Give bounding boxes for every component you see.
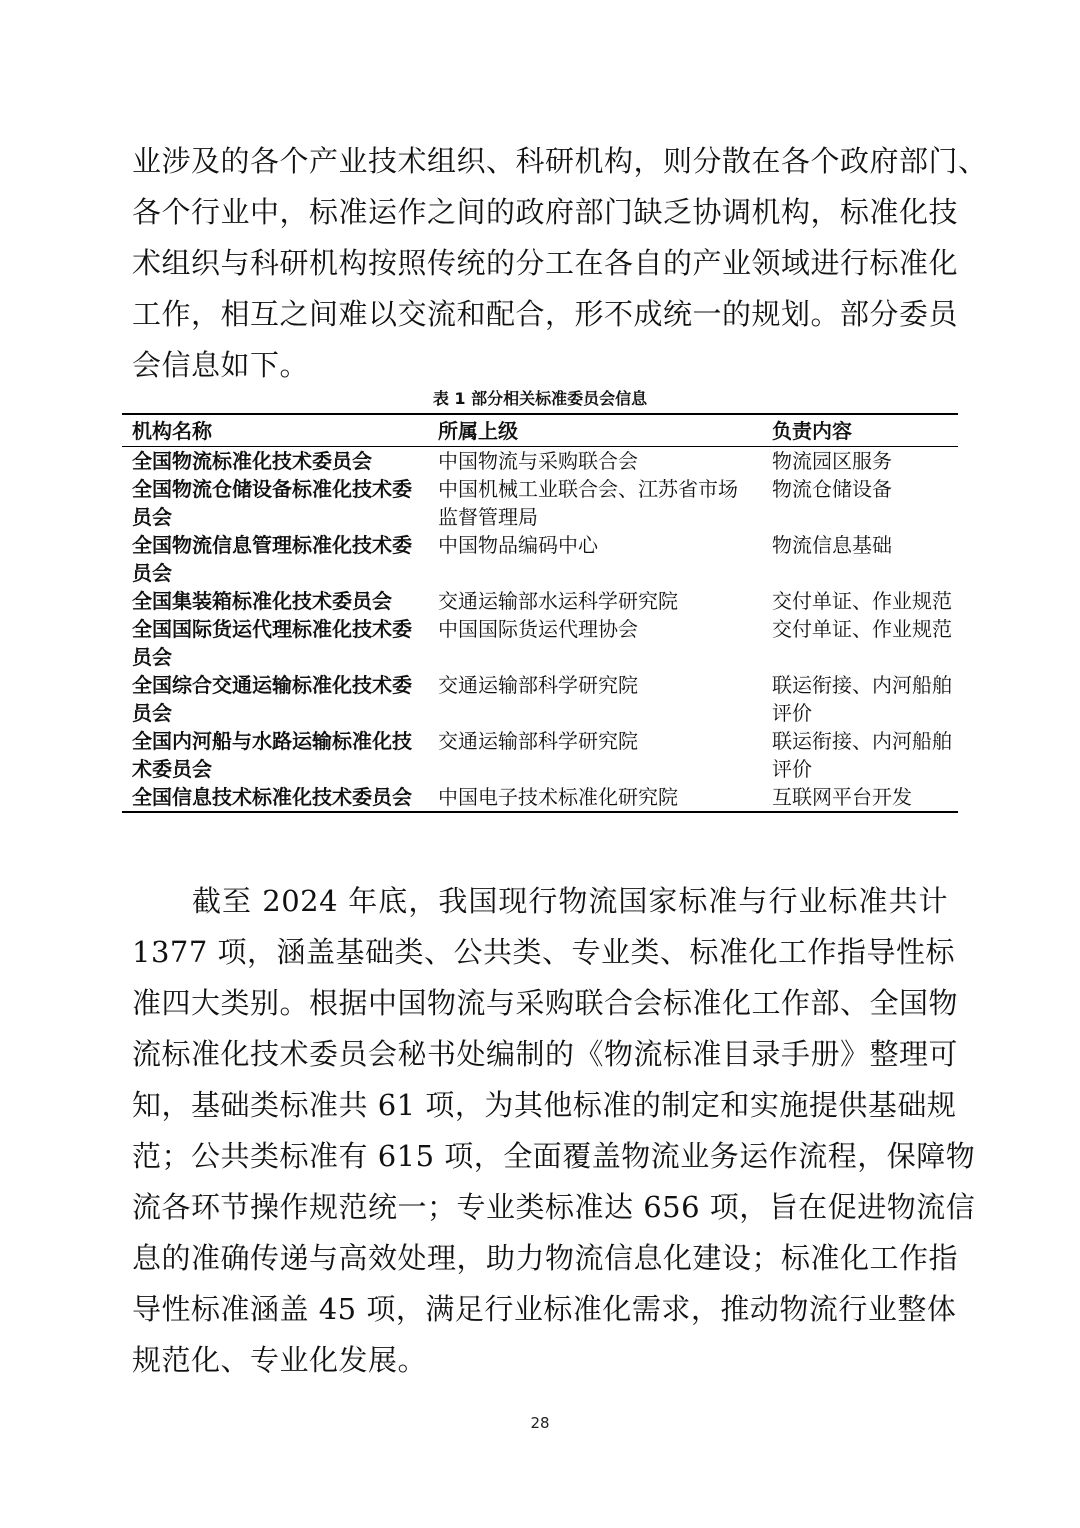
cell-duty: 联运衔接、内河船舶评价 [772,673,952,725]
header-duty: 负责内容 [762,414,958,447]
paragraph-line: 规范化、专业化发展。 [132,1343,428,1377]
paragraph-line: 知，基础类标准共 61 项，为其他标准的制定和实施提供基础规 [132,1088,957,1122]
table-row [122,671,958,727]
paragraph-line: 息的准确传递与高效处理，助力物流信息化建设；标准化工作指 [132,1241,959,1275]
header-name: 机构名称 [122,414,428,447]
paragraph-line: 各个行业中，标准运作之间的政府部门缺乏协调机构，标准化技 [132,195,959,229]
paragraph-line: 截至 2024 年底，我国现行物流国家标准与行业标准共计 [132,884,948,918]
cell-parent: 中国电子技术标准化研究院 [438,785,678,809]
cell-name: 全国国际货运代理标准化技术委员会 [132,617,412,669]
cell-name: 全国内河船与水路运输标准化技术委员会 [132,729,412,781]
paragraph-line: 流各环节操作规范统一；专业类标准达 656 项，旨在促进物流信 [132,1190,976,1224]
cell-duty: 互联网平台开发 [772,785,912,809]
cell-parent: 中国物流与采购联合会 [438,449,638,473]
paragraph-line: 1377 项，涵盖基础类、公共类、专业类、标准化工作指导性标 [132,935,956,969]
cell-name: 全国物流仓储设备标准化技术委员会 [132,477,412,529]
cell-duty: 物流仓储设备 [772,477,892,501]
paragraph-line: 准四大类别。根据中国物流与采购联合会标准化工作部、全国物 [132,986,959,1020]
intro-paragraph [132,136,988,391]
cell-parent: 中国物品编码中心 [438,533,598,557]
cell-name: 全国信息技术标准化技术委员会 [132,785,412,809]
table-header-row [122,414,958,447]
cell-name: 全国物流标准化技术委员会 [132,449,372,473]
header-parent: 所属上级 [428,414,762,447]
table-row [122,727,958,783]
table-row [122,531,958,587]
committee-table [122,413,958,813]
table-row [122,587,958,615]
cell-parent: 交通运输部科学研究院 [438,729,638,753]
paragraph-line: 术组织与科研机构按照传统的分工在各自的产业领域进行标准化 [132,246,959,280]
cell-duty: 交付单证、作业规范 [772,617,952,641]
paragraph-line: 会信息如下。 [132,348,310,382]
cell-name: 全国物流信息管理标准化技术委员会 [132,533,412,585]
table-row [122,475,958,531]
body-paragraph [132,876,976,1386]
cell-name: 全国综合交通运输标准化技术委员会 [132,673,412,725]
paragraph-line: 业涉及的各个产业技术组织、科研机构，则分散在各个政府部门、 [132,144,988,178]
paragraph-line: 导性标准涵盖 45 项，满足行业标准化需求，推动物流行业整体 [132,1292,957,1326]
table-row [122,783,958,812]
cell-duty: 交付单证、作业规范 [772,589,952,613]
cell-parent: 中国机械工业联合会、江苏省市场监督管理局 [438,477,738,529]
cell-parent: 中国国际货运代理协会 [438,617,638,641]
cell-parent: 交通运输部科学研究院 [438,673,638,697]
page-number: 28 [530,1414,550,1432]
table-row [122,615,958,671]
cell-duty: 联运衔接、内河船舶评价 [772,729,952,781]
paragraph-line: 流标准化技术委员会秘书处编制的《物流标准目录手册》整理可 [132,1037,959,1071]
paragraph-line: 范；公共类标准有 615 项，全面覆盖物流业务运作流程，保障物 [132,1139,976,1173]
cell-name: 全国集装箱标准化技术委员会 [132,589,392,613]
table-row [122,447,958,476]
cell-duty: 物流信息基础 [772,533,892,557]
paragraph-line: 工作，相互之间难以交流和配合，形不成统一的规划。部分委员 [132,297,959,331]
cell-parent: 交通运输部水运科学研究院 [438,589,678,613]
cell-duty: 物流园区服务 [772,449,892,473]
table-caption: 表 1 部分相关标准委员会信息 [432,389,648,408]
